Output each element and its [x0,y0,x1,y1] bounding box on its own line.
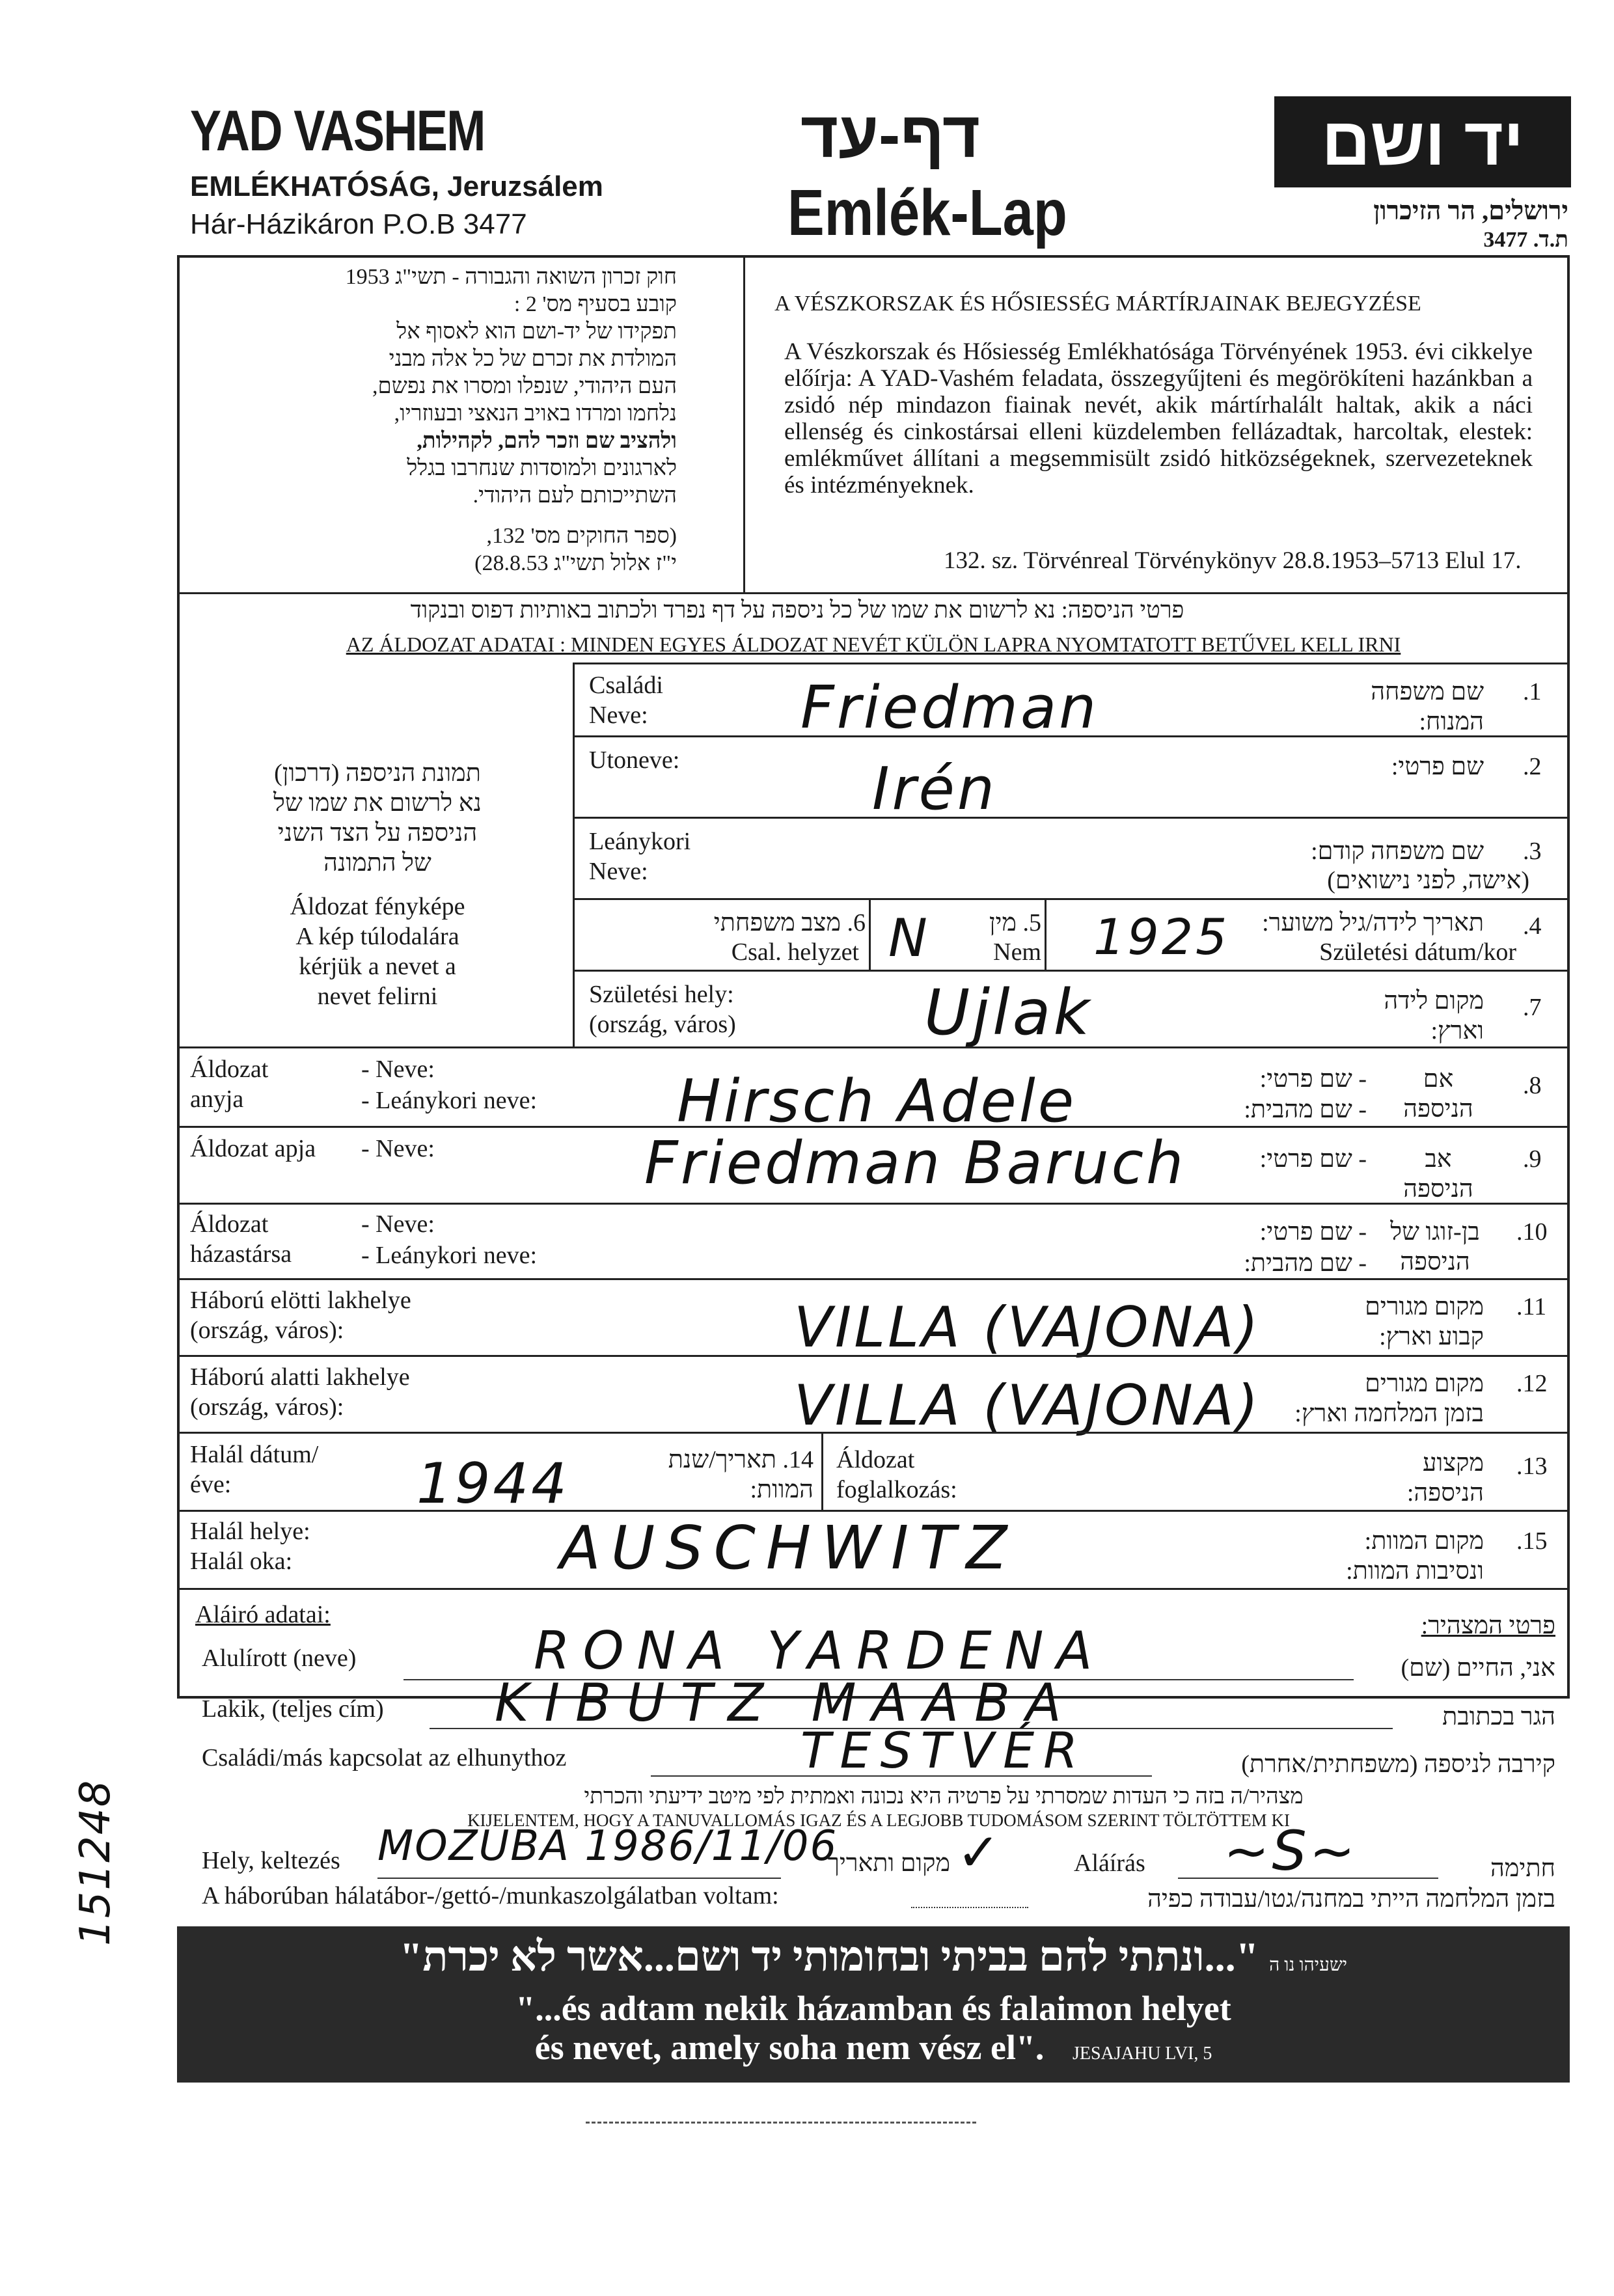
photo-line: kérjük a nevet a [299,953,456,980]
photo-box-hungarian [195,892,560,1011]
wartime-residence-label: Háború alatti lakhelye (ország, város): [190,1363,410,1421]
law-line: ולהציב שם וזכר להם, לקהילות, [417,429,677,453]
prewar-residence-value[interactable]: VILLA (VAJONA) [794,1295,1261,1360]
death-date-label-he: 14. תאריך/שנת המוות: [668,1446,814,1503]
footer-quote-hebrew [203,1933,1544,1981]
first-name-label-he: שם פרטי: [1391,753,1484,780]
wartime-he-1: מקום מגורים [1365,1370,1484,1397]
signature-label-he: חתימה [1490,1855,1555,1882]
org-subtitle-2: Hár-Házikáron P.O.B 3477 [190,208,527,240]
maiden-name-note-he: (אישה, לפני נישואים) [1327,867,1529,894]
field-number: .3 [1523,838,1542,865]
field-number: .13 [1516,1453,1548,1480]
law-line: נלחמו ומרדו באויב הנאצי ובעוזריו, [394,402,677,426]
mother-maiden-label-he: - שם מהבית: [1244,1096,1367,1123]
form-title-hebrew: דף-עד [800,98,981,171]
family-name-value[interactable]: Friedman [800,674,1099,742]
camp-label: A háborúban hálatábor-/gettó-/munkaszolgálatban voltam: [202,1882,779,1909]
marital-status-label-he: 6. מצב משפחתי [713,909,866,936]
divider [177,1046,1570,1048]
checkmark-value: ✓ [957,1822,1004,1883]
submitter-address-value[interactable]: KIBUTZ MAABA [495,1673,1077,1733]
occupation-he-1: מקצוע [1423,1449,1484,1477]
death-place-label-he [1269,1526,1484,1586]
footer-quote-hu-2-text: és nevet, amely soha nem vész el". [534,2028,1045,2067]
marital-status-label: Csal. helyzet [731,938,859,966]
law-hungarian-ref: 132. sz. Törvénreal Törvénykönyv 28.8.1953–5713 Elul 17. [944,547,1522,574]
form-title: Emlék-Lap [787,176,1067,249]
divider [573,817,1570,819]
divider [177,1126,1570,1128]
law-hungarian-body: A Vészkorszak és Hősiesség Emlékhatósága Törvényének 1953. évi cikkelye előírja: A YAD-Vashém feladata, összegyűjteni és megörökíteni hazánkban a zsidó nép mindazon fiainak nevét, akik mártírhalált haltak, akik a náci ellenség és cinkostársai elleni küzdelemben fellázadtak, harcoltak, elestek: emlékművet állítani a megsemmisült zsidó hitközségeknek, szervezeteknek és intézményeknek. [784,338,1533,499]
first-name-label: Utoneve: [589,746,680,774]
field-number: .12 [1516,1370,1548,1397]
signature-label: Aláírás [1074,1850,1145,1877]
logo-sub-1: ירושלים, הר הזיכרון [1373,196,1568,225]
margin-note: 151248 [72,1779,120,1946]
place-date-label-he: מקום ותאריך [827,1850,950,1877]
birth-place-label-he [1354,986,1484,1046]
relation-label: Családi/más kapcsolat az elhunythoz [202,1744,567,1771]
submitter-address-label-he: הגר בכתובת [1442,1703,1555,1730]
divider [177,1510,1570,1512]
mother-label-he: אם הניספה [1403,1065,1473,1123]
father-label: Áldozat apja [190,1135,316,1162]
field-number: .11 [1516,1293,1547,1320]
wartime-residence-label-he [1269,1369,1484,1428]
occupation-he-2: הניספה: [1406,1479,1484,1507]
birth-date-label-he: תאריך לידה/גיל משוער: [1262,909,1484,936]
law-line: העם היהודי, שנפלו ומסרו את נפשם, [372,374,677,398]
field-number: .15 [1516,1527,1548,1555]
prewar-residence-label: Háború elötti lakhelye (ország, város): [190,1287,411,1344]
law-ref: (ספר החוקים מס' 132, [486,524,677,548]
yad-vashem-logo [1274,96,1571,187]
relation-label-he: קירבה לניספה (משפחתית/אחרת) [1241,1751,1555,1778]
birth-place-he-1: מקום לידה [1384,987,1484,1015]
photo-line: תמונת הניספה (דרכון) [274,759,481,787]
mother-first-name-label-he: - שם פרטי: [1259,1065,1367,1093]
photo-line: של התמונה [323,849,431,877]
submitter-title: Aláiró adatai: [195,1601,331,1628]
father-first-name-label-he: - שם פרטי: [1259,1145,1367,1173]
submitter-name-label-he: אני, החיים (שם) [1401,1654,1555,1682]
divider [573,970,1570,972]
law-line: לארגונים ולמוסדות שנחרבו בגלל [407,456,677,480]
prewar-he-1: מקום מגורים [1365,1293,1484,1320]
occupation-label: Áldozat foglalkozás: [836,1446,957,1503]
birth-place-value[interactable]: Ujlak [924,976,1093,1049]
field-number: .10 [1516,1218,1548,1246]
mother-label: Áldozat anyja [190,1056,269,1113]
spouse-label-he: בן-זוגו של הניספה [1390,1218,1480,1276]
law-line: המולדת את זכרם של כל אלה מבני [389,347,677,371]
place-date-line [377,1878,781,1879]
instructions-hungarian: AZ ÁLDOZAT ADATAI : MINDEN EGYES ÁLDOZAT NEVÉT KÜLÖN LAPRA NYOMTATOTT BETŰVEL KELL IRNI [346,633,1401,656]
org-title: YAD VASHEM [190,98,485,163]
spouse-maiden-label: - Leánykori neve: [361,1242,538,1269]
occupation-label-he [1354,1448,1484,1508]
death-date-label: Halál dátum/éve: [190,1441,319,1498]
declaration-hungarian: KIJELENTEM, HOGY A TANUVALLOMÁS IGAZ ÉS A LEGJOBB TUDOMÁSOM SZERINT TÖLTÖTTEM KI [467,1811,1290,1830]
spouse-first-name-label-he: - שם פרטי: [1259,1218,1367,1246]
instructions-hebrew: פרטי הניספה: נא לרשום את שמו של כל ניספה על דף נפרד ולכתוב באותיות דפוס ובנקוד [410,597,1184,623]
divider [573,663,575,1046]
father-label-he: אב הניספה [1403,1145,1473,1203]
death-place-label: Halál helye: Halál oka: [190,1518,310,1575]
death-place-he-1: מקום המוות: [1364,1527,1484,1555]
footer-hebrew-text: "...ונתתי להם בביתי ובחומותי יד ושם...אשר לא יכרת" [399,1934,1259,1980]
divider [743,255,745,594]
photo-line: nevet felirni [317,983,438,1010]
law-hebrew [195,264,677,577]
maiden-name-label: Leánykori Neve: [589,828,691,885]
first-name-value[interactable]: Irén [872,755,997,823]
mother-value[interactable]: Hirsch Adele [677,1067,1077,1136]
divider [177,1432,1570,1434]
divider [869,898,871,970]
wartime-he-2: בזמן המלחמה וארץ: [1294,1400,1484,1427]
divider [573,898,1570,900]
sex-value[interactable]: N [888,908,930,968]
bottom-dashes [586,2122,976,2124]
family-name-label-he: שם משפחה המנוח: [1371,678,1484,735]
footer-hebrew-ref: ישעיהו נו ה [1269,1955,1348,1975]
divider [177,1588,1570,1590]
law-hungarian-title: A VÉSZKORSZAK ÉS HŐSIESSÉG MÁRTÍRJAINAK BEJEGYZÉSE [774,292,1421,316]
place-date-label: Hely, keltezés [202,1847,340,1874]
spouse-maiden-label-he: - שם מהבית: [1244,1250,1367,1277]
law-line: קובע בסעיף מס' 2 : [513,292,677,316]
field-number: .2 [1523,753,1542,780]
sex-label: Nem [993,938,1041,966]
photo-line: Áldozat fényképe [290,893,465,920]
law-line: חוק זכרון השואה והגבורה - תשי"ג 1953 [345,265,677,289]
declaration-hebrew: מצהיר/ה בזה כי העדות שמסרתי על פרטיה היא נכונה ואמתית לפי מיטב ידיעתי והכרתי [584,1784,1304,1809]
mother-maiden-label: - Leánykori neve: [361,1087,538,1114]
photo-line: הניספה על הצד השני [277,819,478,847]
photo-line: נא לרשום את שמו של [273,789,482,817]
mother-name-label: - Neve: [361,1056,435,1083]
divider [1045,898,1046,970]
field-number: .9 [1523,1145,1542,1173]
divider [177,1203,1570,1205]
family-name-label: Családi Neve: [589,672,663,729]
camp-line [911,1907,1028,1908]
maiden-name-label-he: שם משפחה קודם: [1311,838,1484,865]
photo-line: A kép túlodalára [295,923,459,950]
photo-box-hebrew [195,758,560,878]
death-place-he-2: ונסיבות המוות: [1346,1557,1484,1585]
field-number: .8 [1523,1072,1542,1099]
place-date-value[interactable]: MOZUBA 1986/11/06 [377,1822,838,1870]
spouse-name-label: - Neve: [361,1210,435,1238]
birth-place-he-2: וארץ: [1430,1017,1484,1045]
prewar-he-2: קבוע וארץ: [1379,1323,1484,1350]
divider [177,1278,1570,1280]
submitter-title-he: פרטי המצהיר: [1421,1612,1555,1639]
org-subtitle-1: EMLÉKHATÓSÁG, Jeruzsálem [190,171,603,202]
relation-value[interactable]: TESTVÉR [800,1721,1087,1779]
camp-label-he: בזמן המלחמה הייתי במחנה/גטו/עבודה כפיה [1147,1885,1555,1913]
divider [821,1432,823,1510]
law-line: תפקידו של יד-ושם הוא לאסוף אל [396,320,677,344]
logo-text: יד ושם [1321,104,1524,180]
field-number: .1 [1523,678,1542,705]
death-place-value[interactable]: AUSCHWITZ [560,1513,1018,1583]
sex-label-he: 5. מין [989,909,1041,936]
signature-mark: ~S~ [1224,1819,1358,1883]
submitter-address-label: Lakik, (teljes cím) [202,1695,384,1723]
field-number: .7 [1523,994,1542,1021]
law-line: השתייכותם לעם היהודי. [472,484,677,508]
field-number: .4 [1523,912,1542,940]
birth-date-value[interactable]: 1925 [1093,908,1230,966]
father-name-label: - Neve: [361,1135,435,1162]
footer-quote-hu-2 [177,2027,1570,2068]
footer-quote-box [177,1926,1570,2083]
submitter-name-value[interactable]: RONA YARDENA [534,1620,1106,1681]
father-value[interactable]: Friedman Baruch [644,1129,1186,1197]
death-date-value[interactable]: 1944 [417,1451,569,1516]
divider [573,663,1570,664]
spouse-label: Áldozat házastársa [190,1210,292,1268]
logo-sub-2: ת.ד. 3477 [1483,228,1568,252]
footer-quote-hu-1: "...és adtam nekik házamban és falaimon helyet [515,1989,1231,2028]
divider [573,735,1570,737]
divider [177,1355,1570,1357]
birth-place-label: Születési hely: (ország, város) [589,981,736,1038]
wartime-residence-value[interactable]: VILLA (VAJONA) [794,1373,1261,1438]
divider [177,592,1570,594]
birth-date-label: Születési dátum/kor [1319,938,1516,966]
footer-quote-ref: JESAJAHU LVI, 5 [1072,2043,1212,2064]
prewar-residence-label-he [1269,1292,1484,1352]
law-ref: י"ז אלול תשי"ג 28.8.53) [474,551,677,575]
submitter-name-label: Alulírott (neve) [202,1645,357,1672]
